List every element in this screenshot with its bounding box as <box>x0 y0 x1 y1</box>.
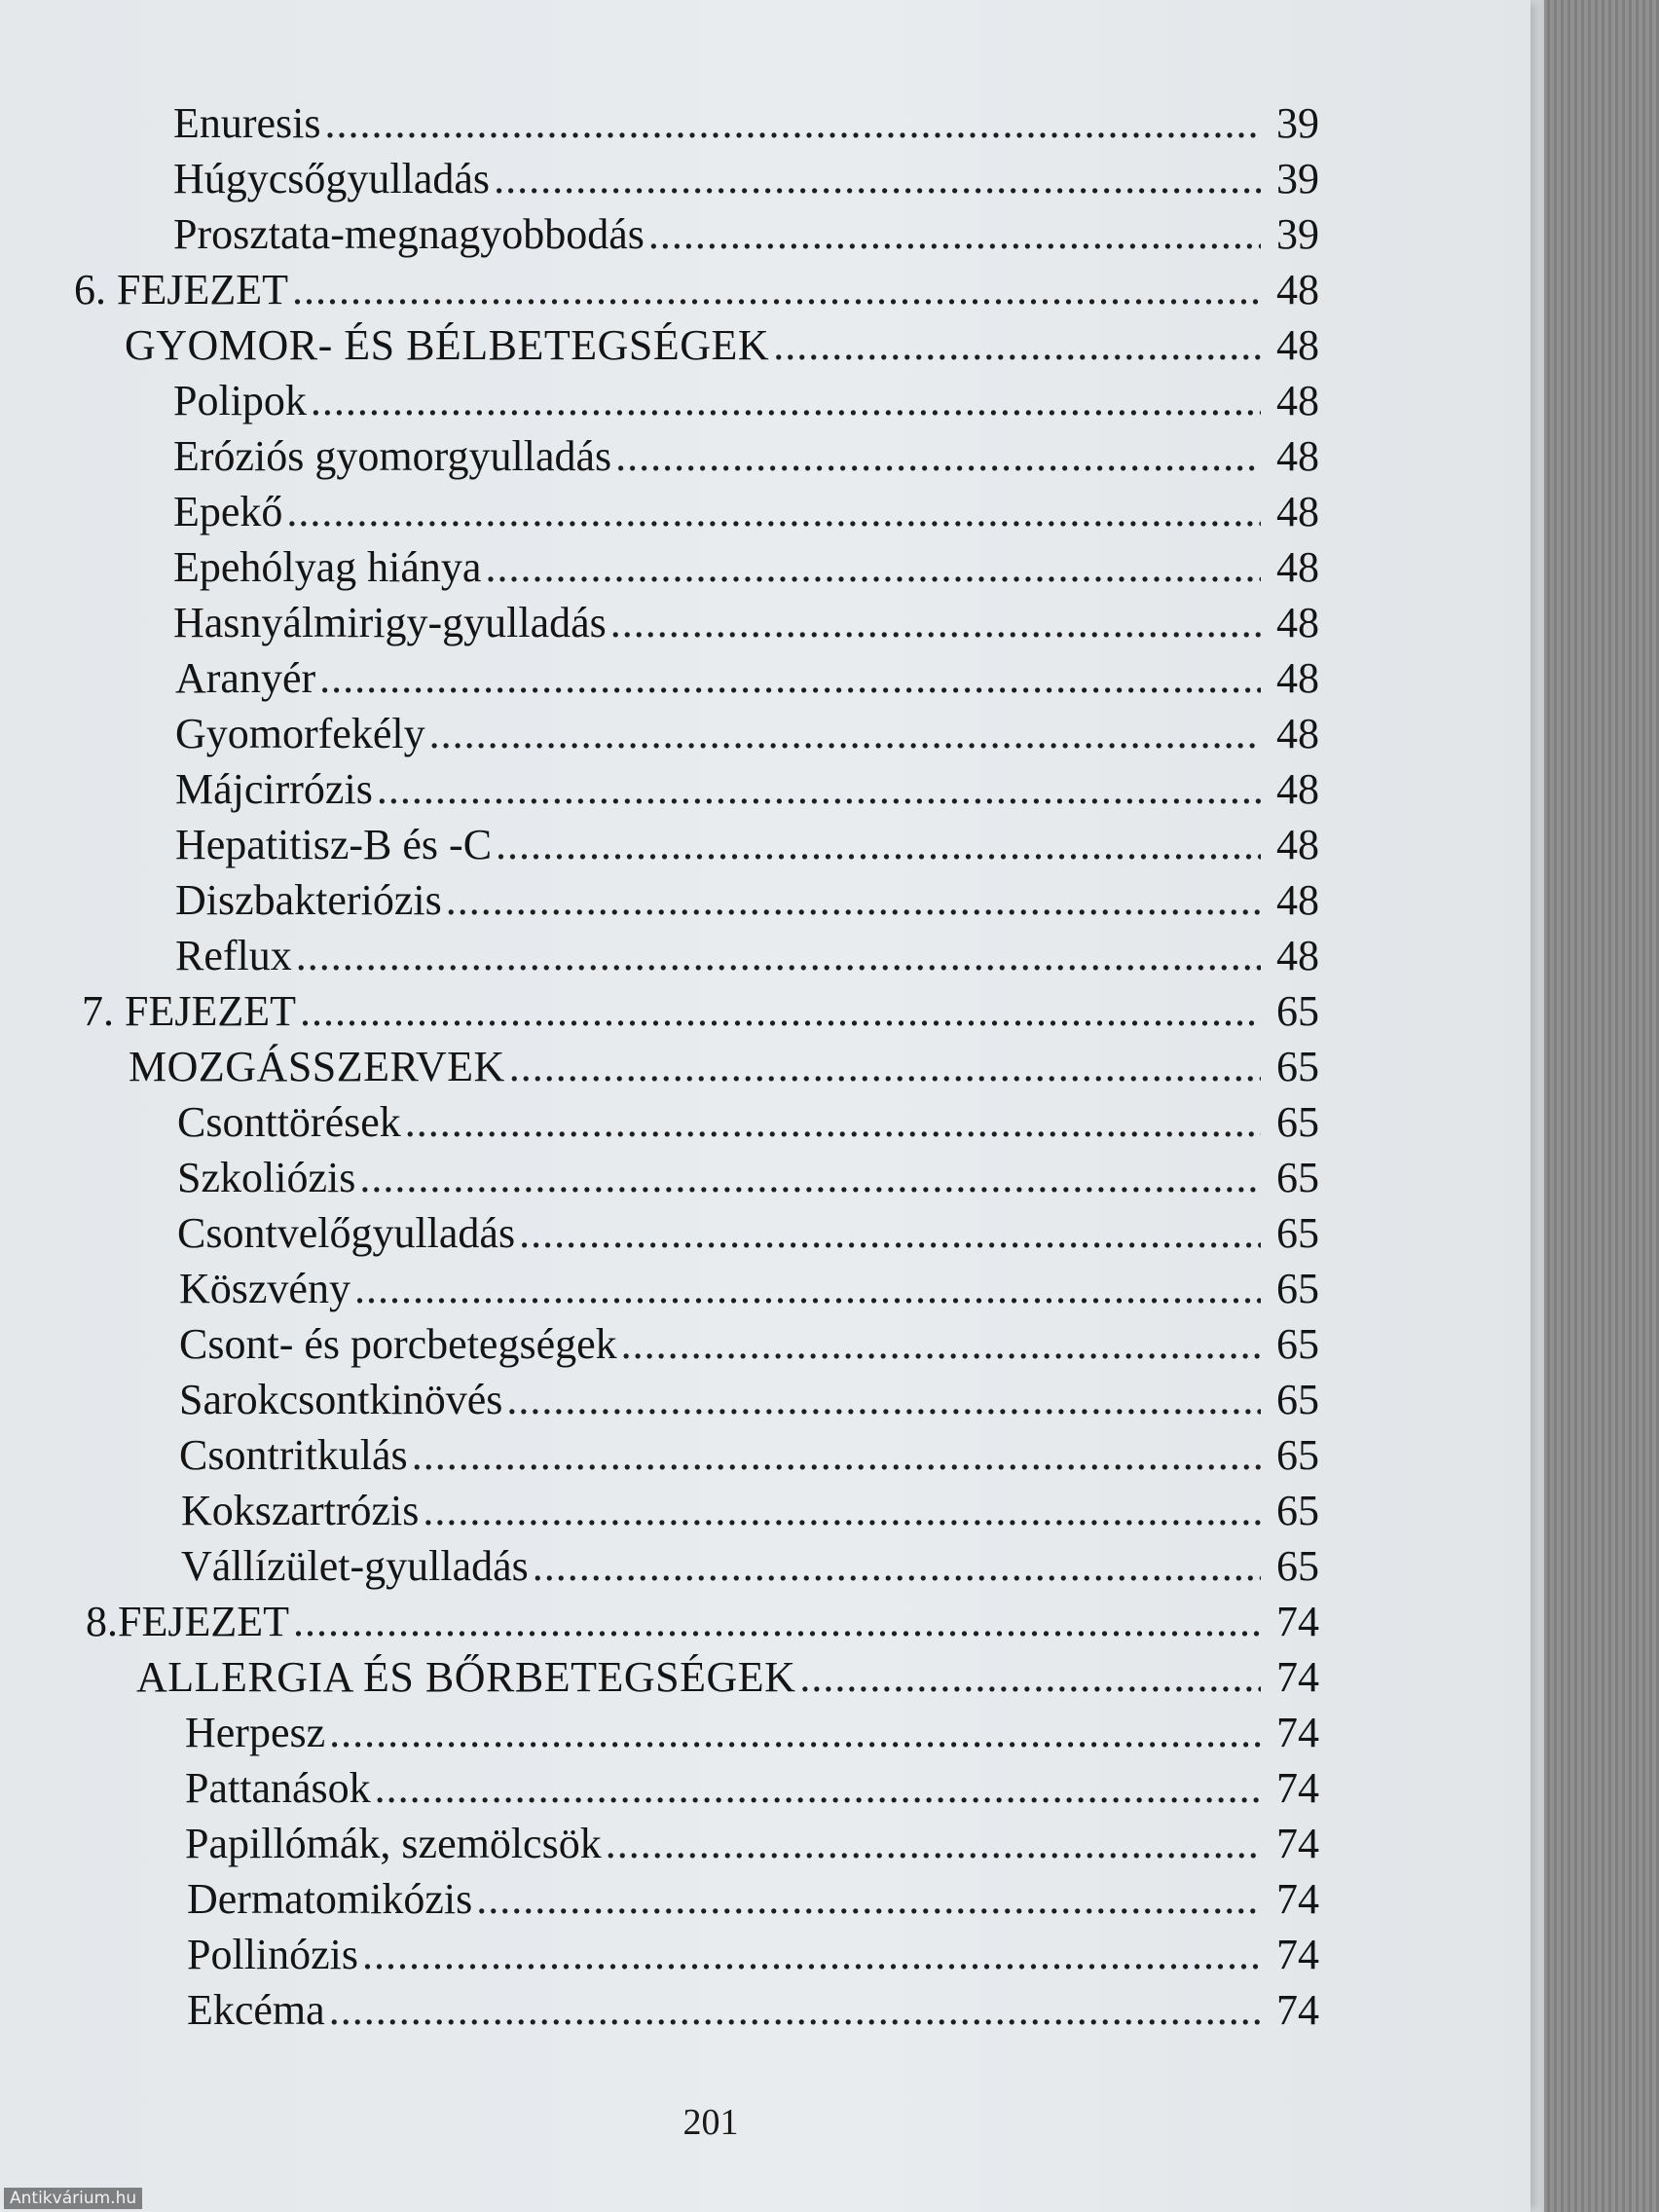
dot-leader <box>286 484 1261 539</box>
dot-leader <box>423 1483 1261 1538</box>
toc-entry-page: 48 <box>1276 488 1319 535</box>
toc-entry-label: Reflux <box>175 932 292 979</box>
toc-entry-papillomak <box>0 1816 1530 1871</box>
toc-entry-page: 48 <box>1276 876 1319 924</box>
toc-chapter-title: MOZGÁSSZERVEK <box>129 1043 505 1090</box>
toc-entry-label: Ekcéma <box>187 1986 325 2034</box>
toc-entry-label: Gyomorfekély <box>175 710 425 757</box>
toc-entry-ekcema <box>0 1982 1530 2038</box>
toc-entry-erozios <box>0 428 1530 484</box>
toc-entry-page: 74 <box>1276 1709 1319 1756</box>
toc-entry-label: Májcirrózis <box>175 765 373 813</box>
toc-entry-enuresis <box>0 95 1530 151</box>
dot-leader <box>429 706 1261 761</box>
dot-leader <box>648 206 1261 262</box>
toc-entry-label: Kokszartrózis <box>181 1487 420 1534</box>
toc-chapter-label: 8.FEJEZET <box>86 1598 289 1645</box>
dot-leader <box>329 1705 1261 1760</box>
toc-entry-label: Dermatomikózis <box>187 1875 473 1923</box>
toc-entry-page: 74 <box>1276 1820 1319 1867</box>
toc-entry-hepatitisz <box>0 817 1530 872</box>
dot-leader <box>362 1927 1261 1982</box>
toc-entry-label: Hepatitisz-B és -C <box>175 821 493 868</box>
dot-leader <box>329 1982 1261 2038</box>
toc-entry-page: 65 <box>1276 1043 1319 1090</box>
page-number: 201 <box>682 2102 739 2143</box>
toc-entry-reflux <box>0 928 1530 983</box>
toc-entry-epeholyag <box>0 539 1530 595</box>
toc-chapter-8 <box>0 1594 1530 1649</box>
toc-entry-majcirrozis <box>0 761 1530 817</box>
toc-entry-hasnyalmirigy <box>0 595 1530 650</box>
toc-chapter-7 <box>0 983 1530 1039</box>
dot-leader <box>494 151 1261 206</box>
toc-entry-page: 65 <box>1276 1487 1319 1534</box>
toc-entry-page: 48 <box>1276 377 1319 424</box>
toc-entry-label: Csontvelőgyulladás <box>177 1209 516 1257</box>
toc-entry-page: 48 <box>1276 321 1319 369</box>
toc-entry-label: Papillómák, szemölcsök <box>185 1820 602 1867</box>
toc-entry-page: 48 <box>1276 543 1319 591</box>
dot-leader <box>354 1261 1261 1316</box>
dot-leader <box>412 1427 1261 1483</box>
toc-entry-kokszartrozis <box>0 1483 1530 1538</box>
toc-entry-page: 74 <box>1276 1875 1319 1923</box>
toc-entry-label: Diszbakteriózis <box>175 876 442 924</box>
toc-entry-page: 74 <box>1276 1986 1319 2034</box>
toc-entry-label: Húgycsőgyulladás <box>173 155 491 203</box>
toc-entry-page: 48 <box>1276 932 1319 979</box>
toc-entry-aranyer <box>0 650 1530 706</box>
toc-entry-dermatomikozis <box>0 1871 1530 1927</box>
toc-entry-szkoliozis <box>0 1150 1530 1205</box>
dot-leader <box>485 539 1261 595</box>
toc-entry-csontritkulas <box>0 1427 1530 1483</box>
dot-leader <box>519 1205 1261 1261</box>
toc-entry-page: 65 <box>1276 1376 1319 1423</box>
table-of-contents <box>0 95 1530 2038</box>
toc-entry-epeko <box>0 484 1530 539</box>
toc-chapter-title-6 <box>0 317 1530 373</box>
dot-leader <box>610 595 1261 650</box>
toc-entry-page: 74 <box>1276 1764 1319 1812</box>
dot-leader <box>405 1094 1261 1150</box>
toc-entry-label: Epekő <box>173 488 283 535</box>
toc-entry-csonttoresek <box>0 1094 1530 1150</box>
toc-entry-label: Köszvény <box>179 1265 350 1312</box>
dot-leader <box>300 983 1261 1039</box>
toc-entry-vallizulet <box>0 1538 1530 1594</box>
toc-entry-diszbakteriozis <box>0 872 1530 928</box>
toc-entry-page: 48 <box>1276 599 1319 646</box>
toc-entry-page: 65 <box>1276 1209 1319 1257</box>
toc-entry-label: Csont- és porcbetegségek <box>179 1320 617 1368</box>
dot-leader <box>292 262 1261 317</box>
toc-entry-page: 74 <box>1276 1931 1319 1978</box>
toc-entry-page: 39 <box>1276 155 1319 203</box>
toc-entry-page: 65 <box>1276 1265 1319 1312</box>
toc-entry-sarokcsont <box>0 1372 1530 1427</box>
toc-entry-label: Pollinózis <box>187 1931 359 1978</box>
toc-entry-page: 48 <box>1276 710 1319 757</box>
toc-entry-page: 65 <box>1276 1154 1319 1201</box>
dot-leader <box>319 650 1261 706</box>
toc-entry-page: 65 <box>1276 1542 1319 1590</box>
toc-entry-page: 48 <box>1276 432 1319 480</box>
toc-chapter-title: GYOMOR- ÉS BÉLBETEGSÉGEK <box>125 321 770 369</box>
toc-entry-label: Vállízület-gyulladás <box>181 1542 529 1590</box>
toc-chapter-6 <box>0 262 1530 317</box>
toc-entry-page: 65 <box>1276 1098 1319 1146</box>
dot-leader <box>446 872 1261 928</box>
dot-leader <box>773 317 1261 373</box>
dot-leader <box>375 1760 1261 1816</box>
toc-entry-gyomorfekely <box>0 706 1530 761</box>
dot-leader <box>509 1039 1261 1094</box>
dot-leader <box>325 95 1261 151</box>
toc-entry-koszveny <box>0 1261 1530 1316</box>
dot-leader <box>359 1150 1261 1205</box>
toc-entry-label: Sarokcsontkinövés <box>179 1376 503 1423</box>
toc-entry-pattanasok <box>0 1760 1530 1816</box>
toc-entry-label: Eróziós gyomorgyulladás <box>173 432 612 480</box>
toc-entry-page: 65 <box>1276 987 1319 1035</box>
toc-entry-page: 48 <box>1276 654 1319 702</box>
toc-entry-page: 65 <box>1276 1320 1319 1368</box>
toc-chapter-title: ALLERGIA ÉS BŐRBETEGSÉGEK <box>136 1653 796 1701</box>
dot-leader <box>506 1372 1261 1427</box>
dot-leader <box>496 817 1261 872</box>
toc-entry-polipok <box>0 373 1530 428</box>
toc-entry-page: 48 <box>1276 765 1319 813</box>
toc-chapter-title-8 <box>0 1649 1530 1705</box>
toc-entry-herpesz <box>0 1705 1530 1760</box>
toc-entry-label: Pattanások <box>185 1764 371 1812</box>
dot-leader <box>621 1316 1261 1372</box>
toc-entry-page: 65 <box>1276 1431 1319 1479</box>
toc-entry-label: Csonttörések <box>177 1098 401 1146</box>
toc-entry-page: 74 <box>1276 1598 1319 1645</box>
dot-leader <box>311 373 1261 428</box>
dot-leader <box>293 1594 1261 1649</box>
toc-entry-label: Aranyér <box>175 654 316 702</box>
toc-entry-label: Prosztata-megnagyobbodás <box>173 210 645 258</box>
dot-leader <box>606 1816 1261 1871</box>
toc-entry-pollinozis <box>0 1927 1530 1982</box>
toc-entry-page: 48 <box>1276 821 1319 868</box>
dot-leader <box>533 1538 1261 1594</box>
toc-entry-label: Herpesz <box>185 1709 326 1756</box>
toc-entry-label: Enuresis <box>173 99 321 147</box>
toc-entry-label: Polipok <box>173 377 307 424</box>
dot-leader <box>377 761 1261 817</box>
toc-entry-page: 74 <box>1276 1653 1319 1701</box>
dot-leader <box>296 928 1261 983</box>
toc-entry-csont-porc <box>0 1316 1530 1372</box>
watermark: Antikvárium.hu <box>4 2188 142 2209</box>
toc-entry-hugycsogyulladas <box>0 151 1530 206</box>
toc-entry-prosztata <box>0 206 1530 262</box>
toc-chapter-label: 7. FEJEZET <box>82 987 296 1035</box>
toc-entry-page: 39 <box>1276 210 1319 258</box>
toc-chapter-title-7 <box>0 1039 1530 1094</box>
dot-leader <box>799 1649 1261 1705</box>
toc-entry-label: Szkoliózis <box>177 1154 356 1201</box>
toc-entry-label: Epehólyag hiánya <box>173 543 482 591</box>
dot-leader <box>615 428 1261 484</box>
dot-leader <box>476 1871 1261 1927</box>
toc-entry-label: Hasnyálmirigy-gyulladás <box>173 599 607 646</box>
toc-entry-label: Csontritkulás <box>179 1431 408 1479</box>
toc-entry-csontvelo <box>0 1205 1530 1261</box>
toc-entry-page: 48 <box>1276 266 1319 313</box>
toc-chapter-label: 6. FEJEZET <box>74 266 288 313</box>
toc-entry-page: 39 <box>1276 99 1319 147</box>
